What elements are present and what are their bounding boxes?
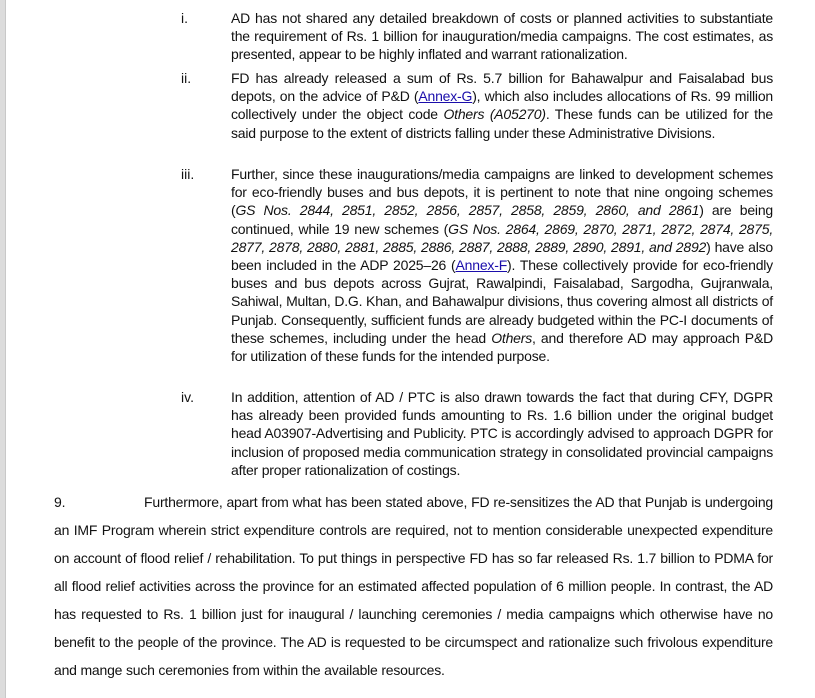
paragraph-text: Furthermore, apart from what has been stated above, FD re-sensitizes the AD that Punjab is undergoing an IMF Program wherein strict expenditure controls are required, not to mention considerable unexpected expenditure on account of flood relief / rehabilitation. To put things in perspective FD has so far released Rs. 1.7 billion to PDMA for all flood relief activities across the province for an estimated affected population of 6 million people. In contrast, the AD has requested to Rs. 1 billion just for inaugural / launching ceremonies / media campaigns which otherwise have no benefit to the people of the province. The AD is requested to be circumspect and rationalize such frivolous expenditure and mange such ceremonies from within the available resources.	[54, 494, 773, 678]
text-segment: ), which also includes allocations of Rs. 99 million collectively under the object code	[231, 88, 774, 123]
text-segment: . These funds can be utilized for the said purpose to the extent of districts falling under these Administrative Divisions.	[231, 106, 773, 141]
text-segment: Further, since these inaugurations/media campaigns are linked to development schemes for eco-friendly buses and bus depots, it is pertinent to note that nine ongoing schemes (	[231, 166, 773, 219]
sub-item-text: AD has not shared any detailed breakdown of costs or planned activities to substantiate the requirement of Rs. 1 billion for inauguration/media campaigns. The cost estimates, as presented, appear to be highly inflated and warrant rationalization.	[231, 10, 773, 63]
object-code-italic: Others (A05270)	[443, 106, 546, 123]
text-segment: ) have also been included in the ADP 2025–26 (	[231, 238, 773, 274]
annex-g-link[interactable]: Annex-G	[418, 88, 473, 105]
paragraph-9	[54, 488, 773, 684]
paragraph-number: 9.	[54, 494, 66, 510]
sub-item-number: i.	[181, 10, 188, 26]
sub-item-number: iv.	[181, 389, 194, 405]
text-segment: , and therefore AD may approach P&D for utilization of these funds for the intended purpose.	[231, 329, 773, 365]
page-edge	[0, 0, 6, 698]
sub-item-text	[231, 69, 773, 142]
text-segment: ). These collectively provide for eco-friendly buses and bus depots across Gujrat, Rawalpindi, Faisalabad, Sargodha, Gujranwala, Sahiwal, Multan, D.G. Khan, and Bahawalpur divisions, thus covering almost all districts of Punjab. Consequently, sufficient funds are already budgeted within the PC-I documents of these schemes, including under the head	[231, 257, 773, 346]
text-segment: ) are being continued, while 19 new schemes (	[231, 202, 773, 237]
sub-item-number: iii.	[181, 166, 195, 182]
text-segment: FD has already released a sum of Rs. 5.7 billion for Bahawalpur and Faisalabad bus depots, on the advice of P&D (	[231, 70, 773, 105]
new-schemes-italic: GS Nos. 2864, 2869, 2870, 2871, 2872, 2874, 2875, 2877, 2878, 2880, 2881, 2885, 2886, 2887, 2888, 2889, 2890, 2891, and 2892	[231, 220, 774, 255]
sub-item-number: ii.	[181, 70, 192, 86]
ongoing-schemes-italic: GS Nos. 2844, 2851, 2852, 2856, 2857, 2858, 2859, 2860, and 2861	[235, 202, 700, 219]
others-head-italic: Others	[491, 329, 533, 346]
sub-item-text: In addition, attention of AD / PTC is also drawn towards the fact that during CFY, DGPR has already been provided funds amounting to Rs. 1.6 billion under the original budget head A03907-Advertising and Publicity. PTC is accordingly advised to approach DGPR for inclusion of proposed media communication strategy in consolidated provincial campaigns after proper rationalization of costings.	[231, 389, 773, 478]
sub-item-text	[231, 165, 773, 365]
annex-f-link[interactable]: Annex-F	[455, 257, 508, 274]
